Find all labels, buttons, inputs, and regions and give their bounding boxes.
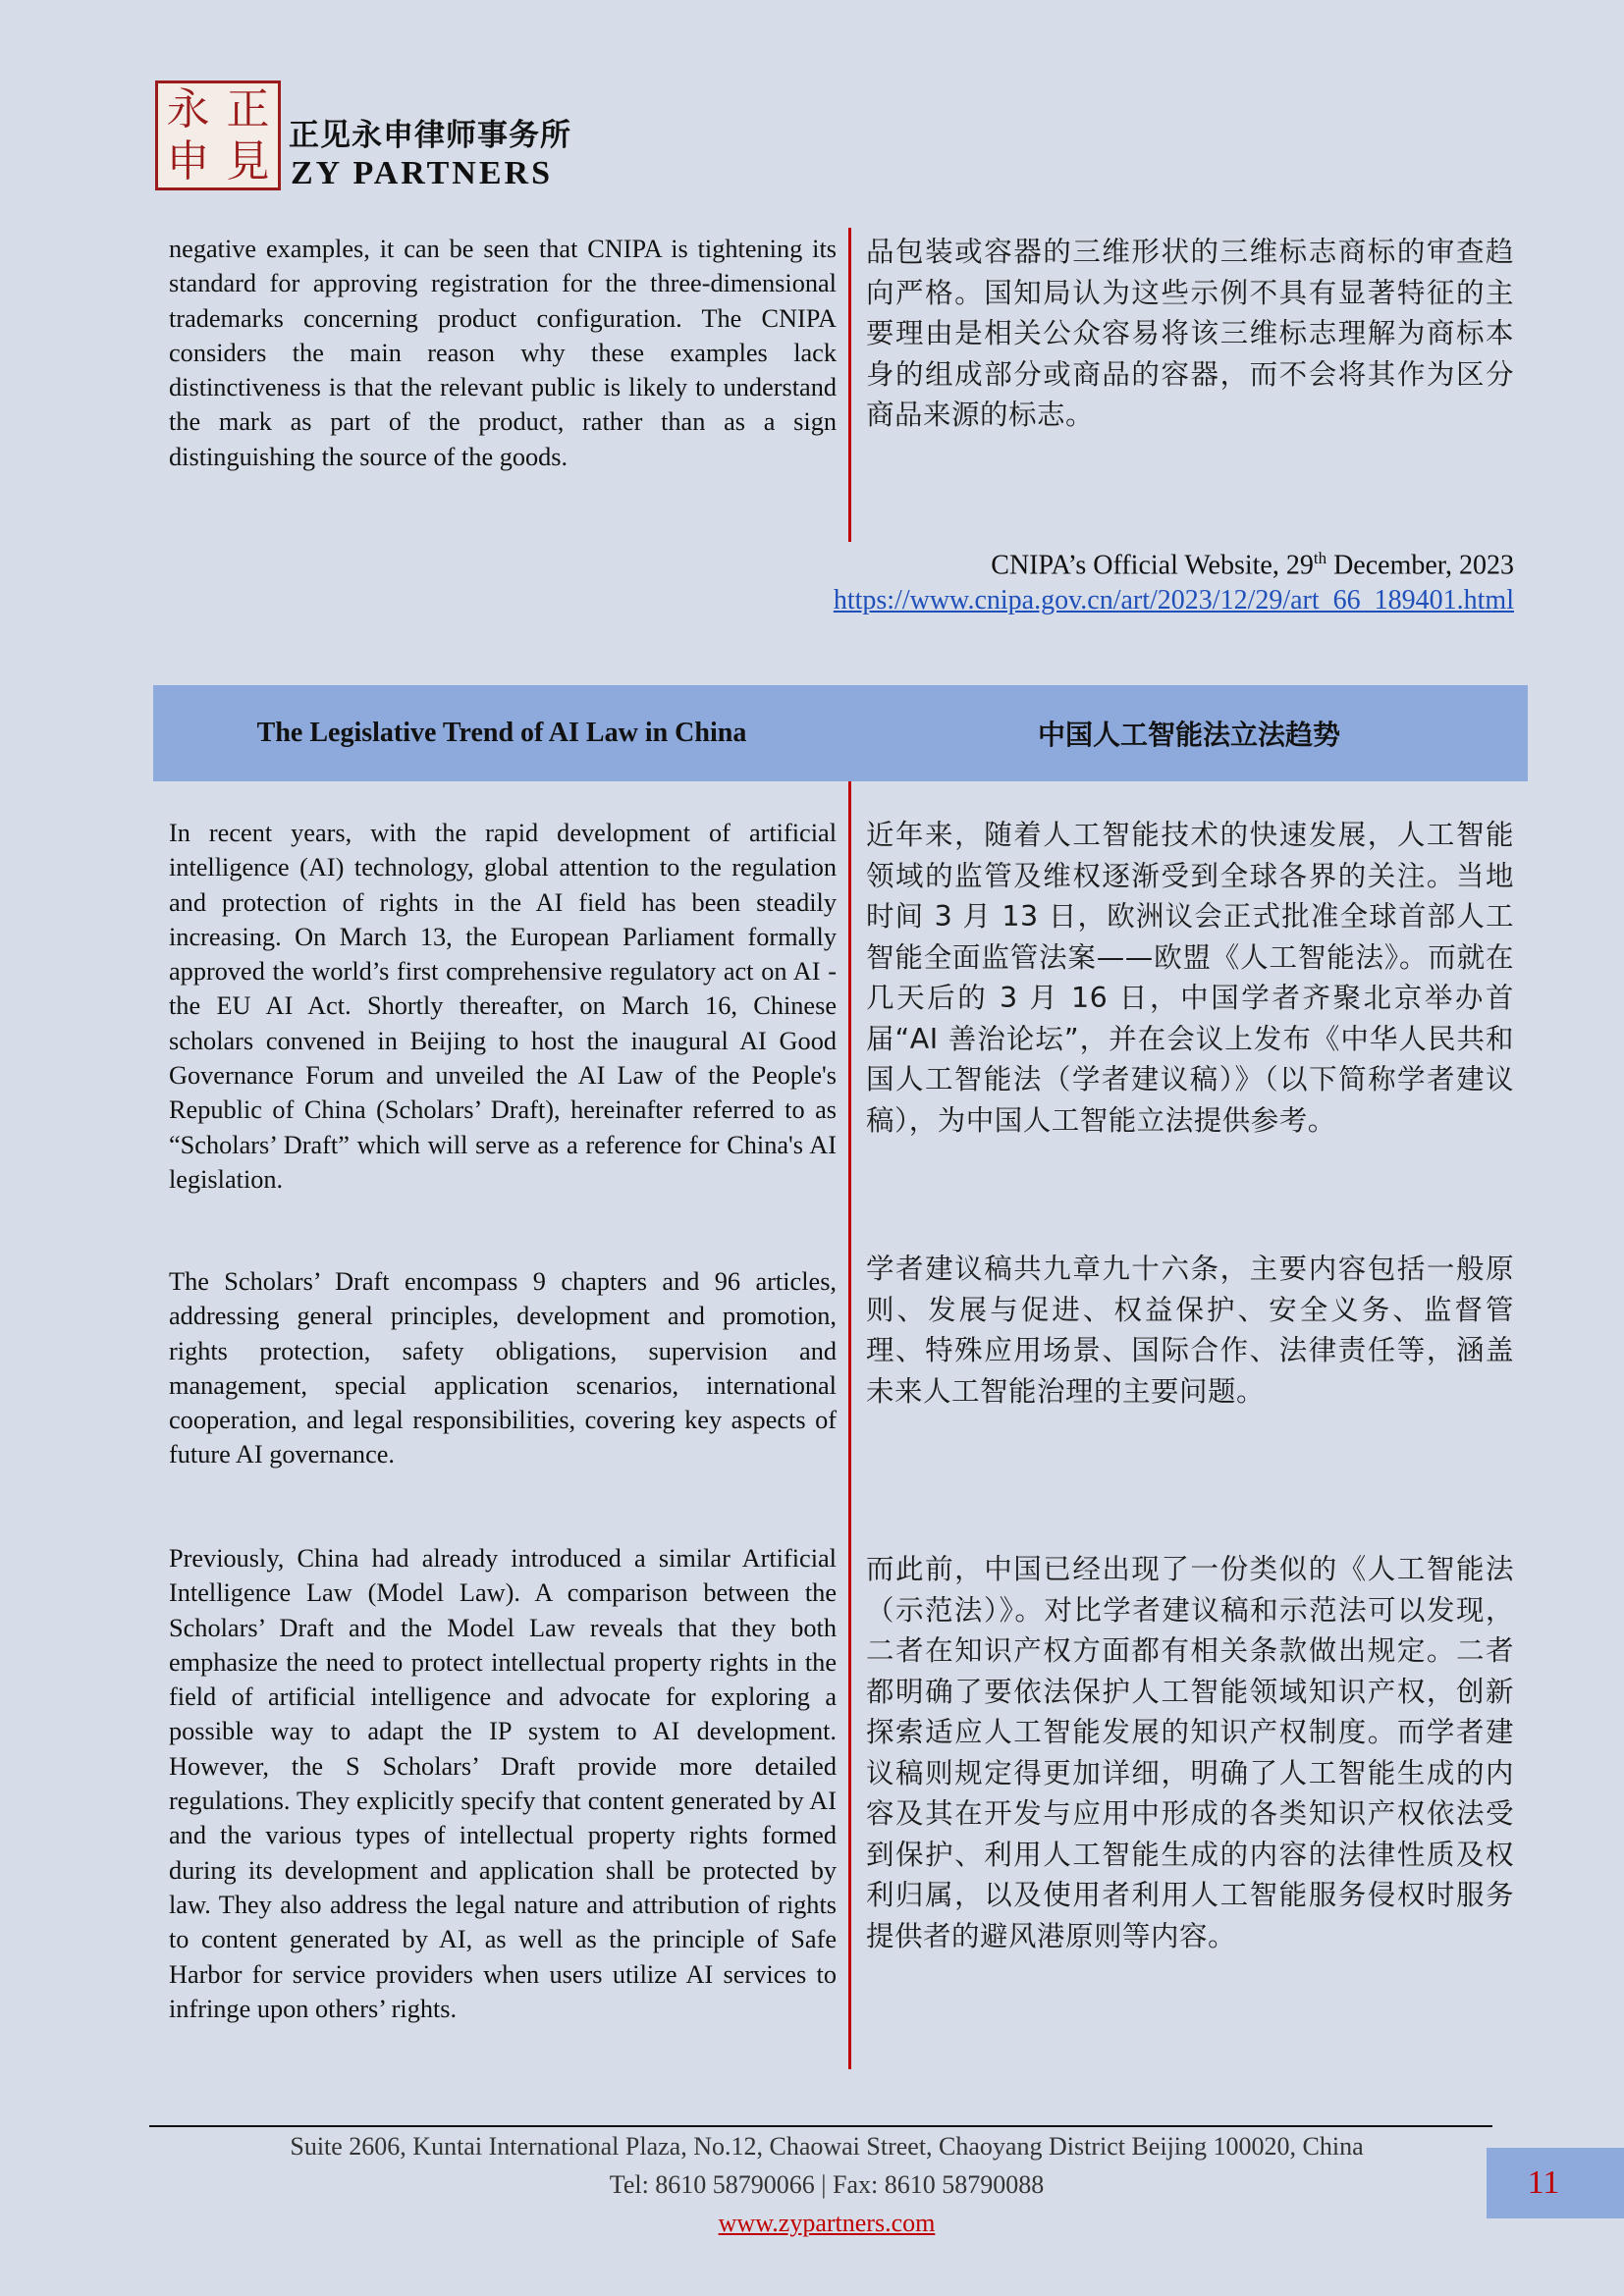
seal-char: 正 [226, 83, 270, 134]
source-citation [834, 541, 1514, 618]
column-divider-top [848, 228, 851, 542]
body-paragraph-en-2: The Scholars’ Draft encompass 9 chapters and 96 articles, addressing general principles, development and promotion, rights protection, safety obligations, supervision and management, special application scenarios, international cooperation, and legal responsibilities, covering key aspects of future AI governance. [169, 1267, 837, 1469]
body-paragraph-en-1: In recent years, with the rapid development of artificial intelligence (AI) technology, global attention to the regulation and protection of rights in the AI field has been steadily increasing. On March 13, the European Parliament formally approved the world’s first comprehensive regulatory act on AI - the EU AI Act. Shortly thereafter, on March 16, Chinese scholars convened in Beijing to host the inaugural AI Good Governance Forum and unveiled the AI Law of the People's Republic of China (Scholars’ Draft), hereinafter referred to as “Scholars’ Draft” which will serve as a reference for China's AI legislation. [169, 819, 837, 1194]
footer-website-line [149, 2209, 1504, 2238]
firm-seal-logo [155, 80, 281, 190]
footer-contact: Tel: 8610 58790066 | Fax: 8610 58790088 [609, 2170, 1045, 2199]
firm-name-cn: 正见永申律师事务所 [289, 118, 571, 153]
citation-source: CNIPA’s Official Website, 29th December, 2023 [991, 549, 1514, 581]
body-paragraph-cn-1: 近年来，随着人工智能技术的快速发展，人工智能领域的监管及维权逐渐受到全球各界的关注。当地时间 3 月 13 日，欧洲议会正式批准全球首部人工智能全面监管法案——欧盟《人工智能法》。而就在几天后的 3 月 16 日，中国学者齐聚北京举办首届“AI 善治论坛”，并在会议上发布《中华人民共和国人工智能法（学者建议稿）》（以下简称学者建议稿），为中国人工智能立法提供参考。 [866, 819, 1514, 1137]
section-title-cn: 中国人工智能法立法趋势 [1037, 719, 1340, 751]
citation-link[interactable]: https://www.cnipa.gov.cn/art/2023/12/29/art_66_189401.html [833, 585, 1514, 616]
column-divider-main [848, 781, 851, 2069]
page-number: 11 [1527, 2164, 1560, 2201]
firm-name-en: ZY PARTNERS [291, 155, 553, 191]
footer-website-link[interactable]: www.zypartners.com [718, 2209, 936, 2237]
section-title-en: The Legislative Trend of AI Law in China [256, 718, 747, 748]
top-paragraph-en: negative examples, it can be seen that CNIPA is tightening its standard for approving registration for the three-dimensional trademarks concerning product configuration. The CNIPA considers the main reason why these examples lack distinctiveness is that the relevant public is likely to understand the mark as part of the product, rather than as a sign distinguishing the source of the goods. [169, 235, 837, 471]
body-paragraph-en-3: Previously, China had already introduced a similar Artificial Intelligence Law (Model Law). A comparison between the Scholars’ Draft and the Model Law reveals that they both emphasize the need to protect intellectual property rights in the field of artificial intelligence and advocate for exploring a possible way to adapt the IP system to AI development. However, the S Scholars’ Draft provide more detailed regulations. They explicitly specify that content generated by AI and the various types of intellectual property rights formed during its development and application shall be protected by law. They also address the legal nature and attribution of rights to content generated by AI, as well as the principle of Safe Harbor for service providers when users utilize AI services to infringe upon others’ rights. [169, 1544, 837, 2023]
top-paragraph-cn: 品包装或容器的三维形状的三维标志商标的审查趋向严格。国知局认为这些示例不具有显著特征的主要理由是相关公众容易将该三维标志理解为商标本身的组成部分或商品的容器，而不会将其作为区分商品来源的标志。 [866, 236, 1514, 431]
seal-char: 永 [166, 83, 210, 134]
body-paragraph-cn-2: 学者建议稿共九章九十六条，主要内容包括一般原则、发展与促进、权益保护、安全义务、监督管理、特殊应用场景、国际合作、法律责任等，涵盖未来人工智能治理的主要问题。 [866, 1253, 1514, 1408]
footer-address: Suite 2606, Kuntai International Plaza, No.12, Chaowai Street, Chaoyang District Beijing 100020, China [290, 2132, 1364, 2161]
body-paragraph-cn-3: 而此前，中国已经出现了一份类似的《人工智能法（示范法）》。对比学者建议稿和示范法可以发现，二者在知识产权方面都有相关条款做出规定。二者都明确了要依法保护人工智能领域知识产权，创新探索适应人工智能发展的知识产权制度。而学者建议稿则规定得更加详细，明确了人工智能生成的内容及其在开发与应用中形成的各类知识产权依法受到保护、利用人工智能生成的内容的法律性质及权利归属，以及使用者利用人工智能服务侵权时服务提供者的避风港原则等内容。 [866, 1553, 1514, 1952]
seal-char: 申 [166, 135, 210, 187]
seal-char: 見 [226, 135, 270, 187]
footer-divider [149, 2125, 1492, 2127]
